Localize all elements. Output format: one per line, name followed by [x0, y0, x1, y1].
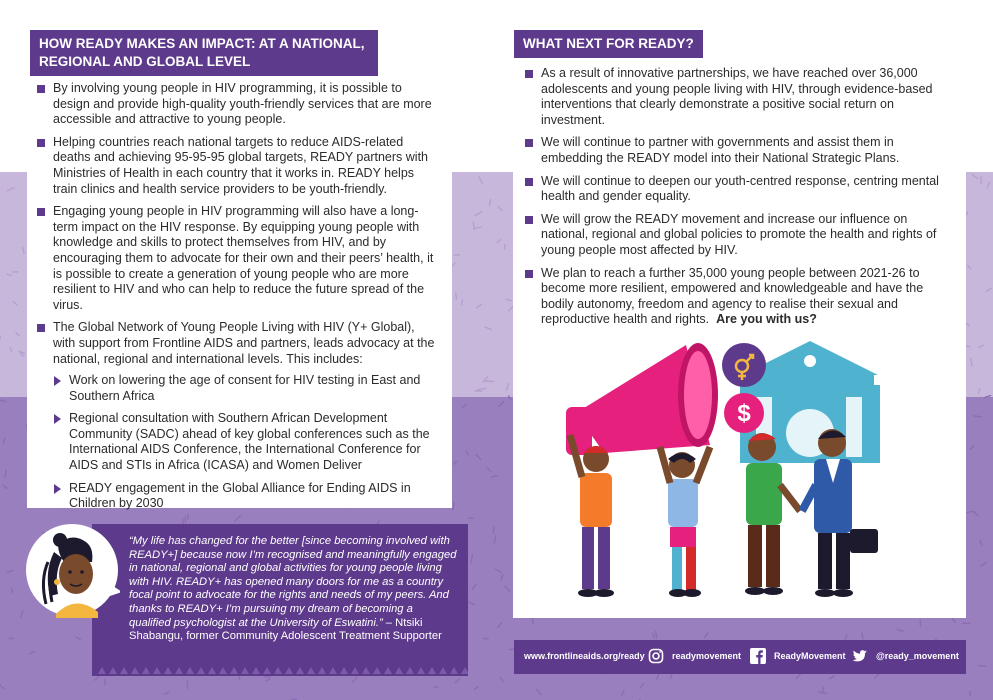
next-steps-bullet: We will grow the READY movement and increase our influence on national, regional and global policies to promote the health and rights of young people most affected by HIV.	[524, 212, 954, 259]
confetti-dash	[656, 631, 657, 638]
confetti-dash	[966, 346, 970, 347]
triangle-mark	[373, 667, 381, 674]
confetti-dash	[498, 623, 501, 627]
confetti-dash	[463, 405, 466, 408]
triangle-mark	[406, 667, 414, 674]
confetti-dash	[979, 666, 985, 667]
confetti-dash	[498, 206, 502, 210]
confetti-dash	[466, 451, 468, 455]
confetti-dash	[0, 400, 6, 402]
triangle-mark	[197, 667, 205, 674]
impact-bullet-list	[36, 81, 440, 519]
confetti-dash	[7, 274, 11, 275]
triangle-mark	[351, 667, 359, 674]
triangle-mark	[417, 667, 425, 674]
confetti-dash	[973, 511, 978, 516]
instagram-icon[interactable]	[648, 648, 664, 664]
confetti-dash	[971, 446, 974, 450]
confetti-dash	[476, 455, 481, 460]
confetti-dash	[830, 676, 835, 679]
confetti-dash	[13, 302, 17, 306]
triangle-mark	[428, 667, 436, 674]
confetti-dash	[979, 345, 984, 347]
next-steps-bullet: As a result of innovative partnerships, we have reached over 36,000 adolescents and young people living with HIV, through evidence-based interventions that clearly demonstrate a positive social return on investment.	[524, 66, 954, 128]
triangle-mark	[109, 667, 117, 674]
confetti-dash	[485, 327, 491, 330]
advocacy-sub-bullet: Work on lowering the age of consent for HIV testing in East and Southern Africa	[53, 373, 440, 404]
confetti-dash	[474, 227, 481, 228]
confetti-dash	[468, 602, 475, 605]
triangle-mark	[175, 667, 183, 674]
dollar-icon	[724, 393, 764, 433]
confetti-dash	[486, 381, 494, 382]
confetti-dash	[0, 333, 1, 338]
confetti-dash	[266, 679, 270, 681]
confetti-dash	[505, 586, 510, 591]
advocacy-sub-bullet: Regional consultation with Southern African Development Community (SADC) ahead of key global conferences such as the International AIDS Conference, the International Conference for AIDS and STIs in Africa (ICASA) and Women Deliver	[53, 411, 440, 473]
triangle-mark	[263, 667, 271, 674]
confetti-dash	[501, 575, 503, 580]
impact-bullet: Helping countries reach national targets to reduce AIDS-related deaths and achieving 95-95-95 global targets, READY partners with Ministries of Health in each country that it works in. READY helps train clinics and health service providers to be youth-friendly.	[36, 135, 440, 197]
triangle-mark	[461, 667, 468, 674]
confetti-dash	[507, 299, 511, 300]
confetti-dash	[462, 300, 463, 305]
confetti-dash	[862, 633, 863, 639]
confetti-dash	[3, 485, 7, 488]
advocacy-sub-list	[53, 373, 440, 512]
confetti-dash	[77, 637, 81, 639]
triangle-mark	[208, 667, 216, 674]
confetti-dash	[21, 611, 24, 618]
confetti-dash	[30, 651, 35, 654]
call-to-action: Are you with us?	[716, 312, 817, 327]
triangle-border-pattern	[92, 664, 468, 676]
confetti-dash	[453, 462, 457, 465]
confetti-dash	[477, 304, 482, 308]
confetti-dash	[473, 222, 474, 229]
impact-heading: HOW READY MAKES AN IMPACT: AT A NATIONAL, REGIONAL AND GLOBAL LEVEL	[30, 30, 378, 76]
megaphone-icon	[566, 343, 718, 455]
triangle-mark	[307, 667, 315, 674]
confetti-dash	[509, 396, 512, 399]
footer-bar	[514, 640, 966, 674]
person-orange-shirt	[570, 435, 614, 597]
confetti-dash	[966, 323, 970, 326]
triangle-mark	[142, 667, 150, 674]
quote-attribution: – Ntsiki Shabangu, former Community Adolescent Treatment Supporter	[129, 616, 442, 643]
confetti-dash	[187, 681, 188, 689]
confetti-dash	[621, 691, 624, 696]
confetti-dash	[968, 266, 971, 269]
svg-text:$: $	[737, 400, 751, 427]
confetti-dash	[536, 689, 541, 695]
footer-website-link[interactable]: www.frontlineaids.org/ready	[524, 651, 645, 661]
confetti-dash	[972, 175, 977, 179]
advocacy-illustration	[560, 335, 900, 613]
footer-instagram-handle[interactable]: readymovement	[672, 651, 742, 661]
triangle-mark	[230, 667, 238, 674]
confetti-dash	[981, 563, 987, 566]
footer-twitter-handle[interactable]: @ready_movement	[876, 651, 959, 661]
triangle-mark	[329, 667, 337, 674]
confetti-dash	[987, 288, 992, 291]
confetti-dash	[16, 333, 19, 336]
triangle-mark	[241, 667, 249, 674]
triangle-mark	[296, 667, 304, 674]
triangle-mark	[450, 667, 458, 674]
triangle-mark	[120, 667, 128, 674]
next-steps-bullet-text: We plan to reach a further 35,000 young people between 2021-26 to become more resilient, empowered and knowledgeable and have the bodily autonomy, freedom and agency to realise their sexual and reproductive health and rights.	[541, 265, 924, 327]
confetti-dash	[897, 629, 903, 631]
confetti-dash	[657, 675, 659, 679]
confetti-dash	[455, 679, 459, 683]
confetti-dash	[469, 518, 474, 519]
confetti-dash	[967, 512, 972, 513]
confetti-dash	[475, 212, 482, 216]
confetti-dash	[478, 389, 486, 390]
next-steps-bullet-list	[524, 66, 954, 335]
triangle-mark	[395, 667, 403, 674]
confetti-dash	[352, 678, 357, 683]
confetti-dash	[454, 255, 459, 256]
testimonial-avatar	[24, 522, 120, 618]
triangle-mark	[285, 667, 293, 674]
confetti-dash	[819, 692, 827, 694]
quote-text: “My life has changed for the better [since becoming involved with READY+] because now I’m recognised and meaningfully engaged in national, regional and global activities for young people living with HIV. READY+ has opened many doors for me as a country focal point to advocate for the rights and needs of my peers. And thanks to READY+ I’m pursuing my dream of becoming a qualified psychologist at the University of Eswatini.”	[129, 535, 457, 629]
confetti-dash	[456, 293, 457, 299]
impact-bullet-text: The Global Network of Young People Living with HIV (Y+ Global), with support from Frontline AIDS and partners, leads advocacy at the national, regional and international levels. This includes:	[53, 320, 435, 366]
confetti-dash	[506, 384, 508, 391]
triangle-mark	[274, 667, 282, 674]
twitter-icon[interactable]	[852, 648, 868, 664]
facebook-icon[interactable]	[750, 648, 766, 664]
confetti-dash	[494, 536, 496, 544]
confetti-dash	[978, 389, 980, 394]
impact-bullet	[36, 320, 440, 512]
confetti-dash	[497, 240, 501, 243]
confetti-dash	[500, 677, 503, 681]
next-steps-bullet: We will continue to partner with governments and assist them in embedding the READY model into their National Strategic Plans.	[524, 135, 954, 166]
confetti-dash	[704, 633, 708, 638]
impact-bullet: By involving young people in HIV programming, it is possible to design and provide high-quality youth-friendly services that are more accessible and attractive to young people.	[36, 81, 440, 128]
confetti-dash	[22, 247, 24, 254]
confetti-dash	[472, 584, 476, 589]
testimonial-quote	[129, 535, 457, 644]
confetti-dash	[974, 416, 981, 417]
triangle-mark	[219, 667, 227, 674]
triangle-mark	[384, 667, 392, 674]
triangle-mark	[164, 667, 172, 674]
footer-facebook-handle[interactable]: ReadyMovement	[774, 651, 846, 661]
next-steps-bullet: We will continue to deepen our youth-centred response, centring mental health and gender equality.	[524, 174, 954, 205]
triangle-mark	[340, 667, 348, 674]
confetti-dash	[11, 588, 12, 592]
confetti-dash	[479, 177, 483, 183]
confetti-dash	[492, 476, 498, 478]
triangle-mark	[439, 667, 447, 674]
triangle-mark	[186, 667, 194, 674]
confetti-dash	[453, 502, 454, 510]
confetti-dash	[487, 468, 491, 471]
confetti-dash	[0, 685, 4, 689]
confetti-dash	[980, 541, 982, 546]
triangle-mark	[362, 667, 370, 674]
confetti-dash	[971, 358, 972, 366]
triangle-mark	[98, 667, 106, 674]
confetti-dash	[495, 569, 501, 573]
triangle-mark	[153, 667, 161, 674]
confetti-dash	[475, 687, 479, 689]
impact-bullet: Engaging young people in HIV programming will also have a long-term impact on the HIV response. By equipping young people with knowledge and skills to protect themselves from HIV, and by encouraging them to advocate for their own and their peers’ health, it is possible to create a generation of young people who are more resilient to HIV and who can help to reduce the future spread of the virus.	[36, 204, 440, 313]
next-steps-heading: WHAT NEXT FOR READY?	[514, 30, 703, 58]
confetti-dash	[434, 687, 438, 688]
confetti-dash	[3, 438, 5, 443]
triangle-mark	[131, 667, 139, 674]
confetti-dash	[499, 402, 504, 407]
triangle-mark	[252, 667, 260, 674]
confetti-dash	[165, 692, 170, 694]
confetti-dash	[7, 571, 12, 573]
confetti-dash	[7, 188, 13, 191]
confetti-dash	[95, 676, 99, 681]
confetti-dash	[985, 396, 991, 398]
confetti-dash	[640, 684, 643, 689]
confetti-dash	[471, 555, 472, 563]
confetti-dash	[5, 470, 6, 477]
person-blue-shirt	[660, 447, 710, 597]
confetti-dash	[987, 182, 989, 188]
confetti-dash	[952, 619, 955, 623]
confetti-dash	[653, 634, 654, 639]
confetti-dash	[10, 348, 11, 352]
advocacy-sub-bullet: READY engagement in the Global Alliance for Ending AIDS in Children by 2030	[53, 481, 440, 512]
next-steps-bullet	[524, 266, 954, 328]
triangle-mark	[318, 667, 326, 674]
confetti-dash	[796, 674, 800, 678]
gender-symbol-icon	[722, 343, 766, 387]
confetti-dash	[490, 200, 491, 206]
